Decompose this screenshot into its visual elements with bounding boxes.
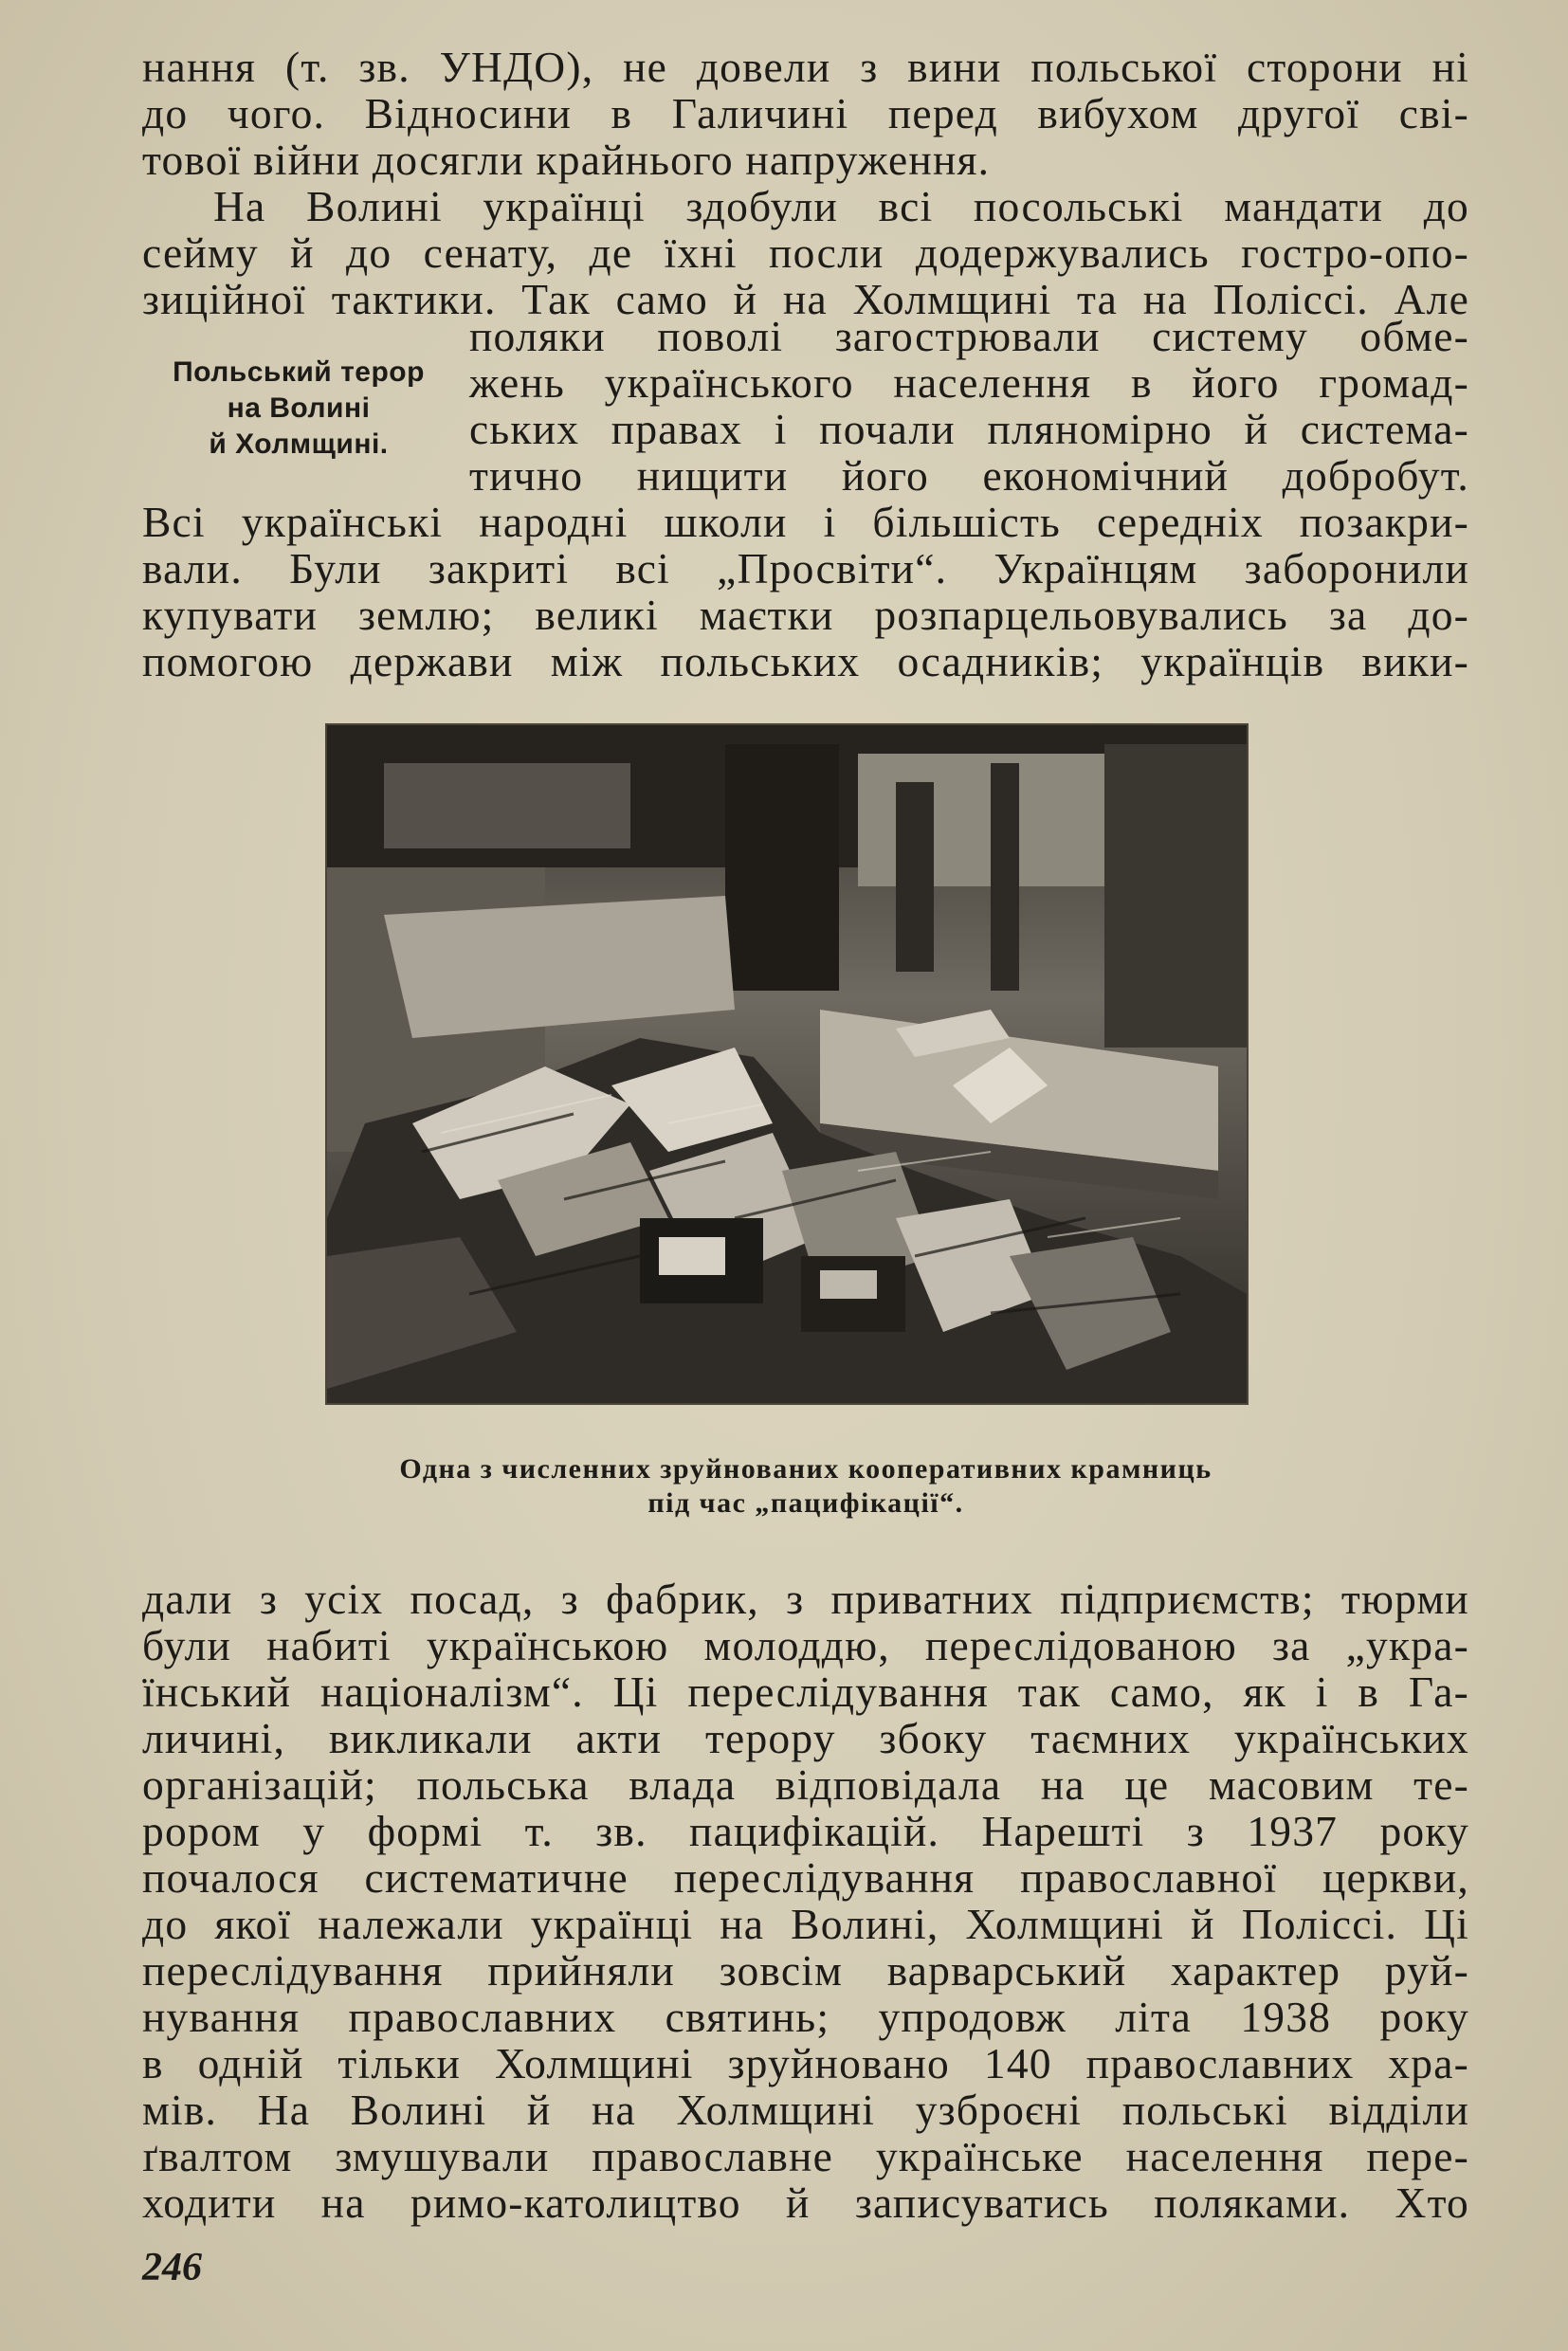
side-heading xyxy=(142,355,455,463)
text-line: дали з усіх посад, з фабрик, з приватних підприємств; тюрми xyxy=(142,1575,1469,1623)
text-line: ходити на римо-католицтво й записуватись поляками. Хто xyxy=(142,2178,1469,2227)
text-line: почалося систематичне переслідування православної церкви, xyxy=(142,1853,1469,1902)
text-line: організацій; польська влада відповідала на це масовим те- xyxy=(142,1760,1469,1809)
wrapped-text xyxy=(469,313,1469,499)
text-line: тової війни досягли крайнього напруження. xyxy=(142,136,991,184)
text-line: переслідування прийняли зовсім варварський характер руй- xyxy=(142,1946,1469,1995)
text-line: Всі українські народні школи і більшість середніх позакри- xyxy=(142,498,1469,546)
text-line: зиційної тактики. Так само й на Холмщині та на Поліссі. Але xyxy=(142,275,1469,323)
mid-paragraph xyxy=(142,499,1469,684)
photo-illustration xyxy=(327,725,1247,1403)
caption-line: під час „пацифікації“. xyxy=(647,1487,964,1519)
bottom-paragraph xyxy=(142,1576,1469,2226)
text-line: до чого. Відносини в Галичині перед вибухом другої сві- xyxy=(142,89,1469,137)
text-line: ґвалтом змушували православне українське населення пере- xyxy=(142,2132,1469,2180)
text-line: до якої належали українці на Волині, Холмщині й Поліссі. Ці xyxy=(142,1900,1469,1948)
top-paragraph xyxy=(142,44,1469,322)
text-line: в одній тільки Холмщині зруйновано 140 православних хра- xyxy=(142,2039,1469,2087)
text-line: сейму й до сенату, де їхні посли додержувались гостро-опо- xyxy=(142,228,1469,277)
text-line: нання (т. зв. УНДО), не довели з вини польської сторони ні xyxy=(142,43,1469,91)
destroyed-shop-photo xyxy=(327,725,1247,1403)
text-line: жень українського населення в його громад- xyxy=(469,358,1469,407)
text-line: вали. Були закриті всі „Просвіти“. Українцям заборонили xyxy=(142,544,1469,592)
side-heading-line: Польський терор xyxy=(173,356,425,388)
side-heading-line: й Холмщині. xyxy=(209,428,389,460)
text-line: мів. На Волині й на Холмщині узброєні польські відділи xyxy=(142,2086,1469,2134)
text-line: На Волині українці здобули всі посольські мандати до xyxy=(213,182,1469,230)
text-line: були набиті українською молоддю, переслідованою за „укра- xyxy=(142,1621,1469,1669)
text-line: рором у формі т. зв. пацифікацій. Нарешті з 1937 року xyxy=(142,1807,1469,1855)
caption-line: Одна з численних зруйнованих кооперативних крамниць xyxy=(399,1453,1212,1485)
text-line: нування православних святинь; упродовж літа 1938 року xyxy=(142,1993,1469,2041)
photo-caption xyxy=(142,1452,1469,1521)
text-line: помогою держави між польських осадників; українців вики- xyxy=(142,637,1469,685)
text-line: тично нищити його економічний добробут. xyxy=(469,451,1469,500)
text-line: поляки поволі загострювали систему обме- xyxy=(469,312,1469,360)
text-line: купувати землю; великі маєтки розпарцельовувались за до- xyxy=(142,591,1469,639)
text-line: личині, викликали акти терору збоку таємних українських xyxy=(142,1714,1469,1762)
text-line: їнський націоналізм“. Ці переслідування так само, як і в Га- xyxy=(142,1668,1469,1716)
text-line: ських правах і почали пляномірно й система- xyxy=(469,405,1469,453)
side-heading-line: на Волині xyxy=(227,392,371,424)
page-number: 246 xyxy=(142,2246,202,2289)
